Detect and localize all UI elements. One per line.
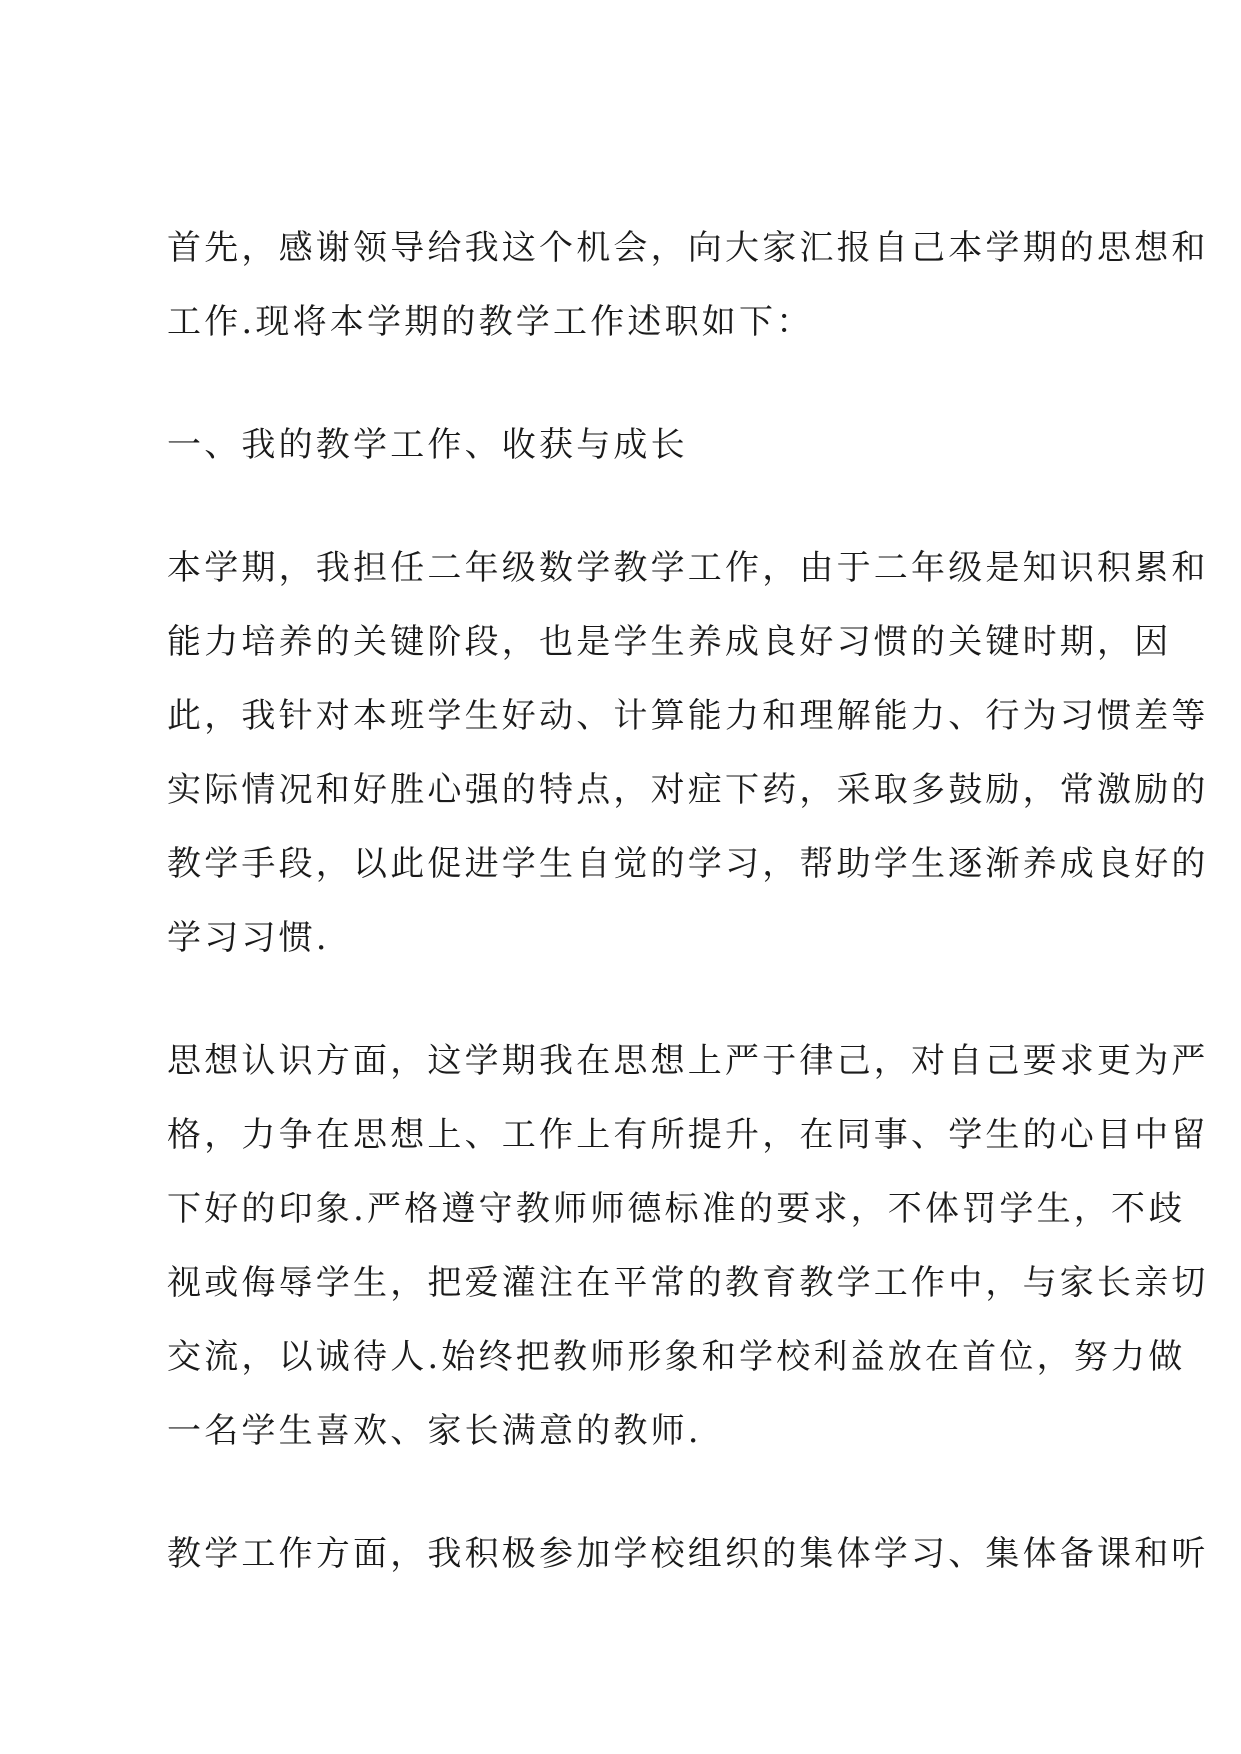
section-heading: 一、我的教学工作、收获与成长 [167, 425, 688, 465]
paragraph1-line-6: 学习习惯. [167, 918, 330, 958]
paragraph2-line-4: 视或侮辱学生，把爱灌注在平常的教育教学工作中，与家长亲切 [167, 1263, 1209, 1303]
intro-line-2: 工作.现将本学期的教学工作述职如下： [167, 302, 814, 342]
paragraph2-line-6: 一名学生喜欢、家长满意的教师. [167, 1411, 702, 1451]
paragraph1-line-5: 教学手段，以此促进学生自觉的学习，帮助学生逐渐养成良好的 [167, 844, 1209, 884]
paragraph2-line-2: 格，力争在思想上、工作上有所提升，在同事、学生的心目中留 [167, 1115, 1209, 1155]
paragraph2-line-5: 交流，以诚待人.始终把教师形象和学校利益放在首位，努力做 [167, 1337, 1186, 1377]
paragraph1-line-3: 此，我针对本班学生好动、计算能力和理解能力、行为习惯差等 [167, 696, 1209, 736]
paragraph1-line-4: 实际情况和好胜心强的特点，对症下药，采取多鼓励，常激励的 [167, 770, 1209, 810]
paragraph1-line-2: 能力培养的关键阶段，也是学生养成良好习惯的关键时期，因 [167, 622, 1172, 662]
paragraph1-line-1: 本学期，我担任二年级数学教学工作，由于二年级是知识积累和 [167, 548, 1209, 588]
paragraph2-line-3: 下好的印象.严格遵守教师师德标准的要求，不体罚学生，不歧 [167, 1189, 1186, 1229]
paragraph2-line-1: 思想认识方面，这学期我在思想上严于律己，对自己要求更为严 [167, 1041, 1209, 1081]
intro-line-1: 首先，感谢领导给我这个机会，向大家汇报自己本学期的思想和 [167, 228, 1209, 268]
paragraph3-line-1: 教学工作方面，我积极参加学校组织的集体学习、集体备课和听 [167, 1534, 1209, 1574]
